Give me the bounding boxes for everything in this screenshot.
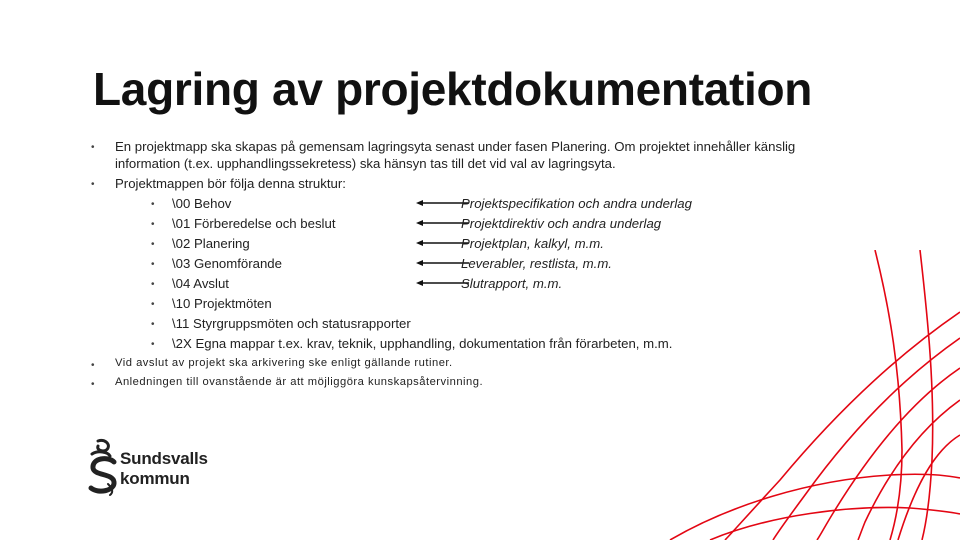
page-title: Lagring av projektdokumentation: [93, 63, 813, 115]
folder-note: Projektplan, kalkyl, m.m.: [461, 236, 604, 251]
logo-text-line1: Sundsvalls: [120, 449, 208, 468]
bullet-marker: •: [91, 142, 95, 153]
sub-bullet-marker: •: [151, 199, 155, 210]
folder-item: \10 Projektmöten: [172, 296, 272, 311]
folder-item: \11 Styrgruppsmöten och statusrapporter: [172, 316, 411, 331]
folder-note: Projektdirektiv och andra underlag: [461, 216, 662, 231]
folder-note: Projektspecifikation och andra underlag: [461, 196, 692, 211]
bullet-marker: •: [91, 179, 95, 190]
decorative-swirl-lines: [530, 250, 960, 540]
bullet-text-4: Anledningen till ovanstående är att möjliggöra kunskapsåtervinning.: [115, 376, 484, 388]
sub-bullet-marker: •: [151, 299, 155, 310]
bullet-text-1b: information (t.ex. upphandlingssekretess) ska hänsyn tas till det vid val av lagringsyta.: [115, 156, 616, 171]
folder-item: \03 Genomförande: [172, 256, 282, 271]
folder-note: Slutrapport, m.m.: [461, 276, 563, 291]
bullet-text-3: Vid avslut av projekt ska arkivering ske enligt gällande rutiner.: [115, 357, 453, 369]
sub-bullet-marker: •: [151, 339, 155, 350]
folder-item: \02 Planering: [172, 236, 250, 251]
bullet-text-1a: En projektmapp ska skapas på gemensam lagringsyta senast under fasen Planering. Om projektet innehåller känslig: [115, 139, 796, 154]
sundsvalls-kommun-logo: [86, 438, 236, 496]
logo-text-line2: kommun: [120, 469, 190, 488]
folder-item: \04 Avslut: [172, 276, 229, 291]
sub-bullet-marker: •: [151, 239, 155, 250]
sub-bullet-marker: •: [151, 279, 155, 290]
bullet-marker: •: [91, 379, 95, 390]
sub-bullet-marker: •: [151, 259, 155, 270]
folder-item: \00 Behov: [172, 196, 232, 211]
sub-bullet-marker: •: [151, 319, 155, 330]
folder-item: \01 Förberedelse och beslut: [172, 216, 336, 231]
bullet-text-2: Projektmappen bör följa denna struktur:: [115, 176, 346, 191]
folder-item: \2X Egna mappar t.ex. krav, teknik, upphandling, dokumentation från förarbeten, m.m.: [172, 336, 673, 351]
bullet-marker: •: [91, 360, 95, 371]
sundsvall-emblem-icon: [86, 438, 120, 496]
sub-bullet-marker: •: [151, 219, 155, 230]
folder-note: Leverabler, restlista, m.m.: [461, 256, 612, 271]
